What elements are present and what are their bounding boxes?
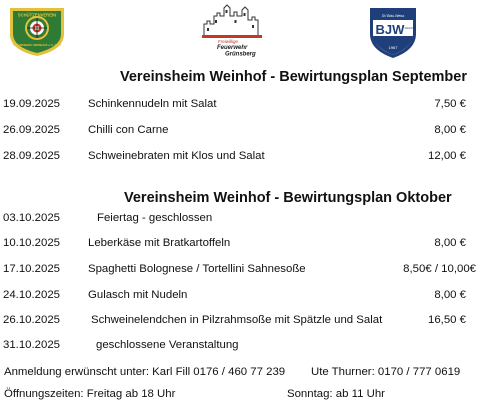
row-date: 31.10.2025 xyxy=(3,339,61,351)
row-dish: Schweinelendchen in Pilzrahmsoße mit Spätzle und Salat xyxy=(91,314,383,326)
row-date: 24.10.2025 xyxy=(3,289,61,301)
sportverein-top-text: SV Blau-Weiss xyxy=(381,14,405,18)
row-dish: Schweinebraten mit Klos und Salat xyxy=(88,150,265,162)
oktober-row xyxy=(0,263,481,281)
september-row xyxy=(0,124,481,142)
row-dish: Schinkennudeln mit Salat xyxy=(88,98,217,110)
row-price: 16,50 € xyxy=(427,314,466,326)
row-date: 10.10.2025 xyxy=(3,237,61,249)
row-date: 03.10.2025 xyxy=(3,212,61,224)
row-date: 26.09.2025 xyxy=(3,124,61,136)
contact-line: Anmeldung erwünscht unter: Karl Fill 0176 / 460 77 239 xyxy=(4,366,286,378)
september-row xyxy=(0,98,481,116)
feuerwehr-line3: Grünsberg xyxy=(225,51,256,58)
oktober-title: Vereinsheim Weinhof - Bewirtungsplan Oktober xyxy=(124,190,452,206)
row-date: 26.10.2025 xyxy=(3,314,61,326)
sportverein-shield-icon xyxy=(366,4,420,60)
feuerwehr-line2: Feuerwehr xyxy=(217,45,248,51)
sportverein-initials: BJW xyxy=(375,22,405,37)
oktober-row xyxy=(0,339,481,357)
feuerwehr-logo xyxy=(198,2,266,58)
row-dish: geschlossene Veranstaltung xyxy=(96,339,239,351)
opening-hours-2: Sonntag: ab 11 Uhr xyxy=(287,388,385,400)
feuerwehr-line1: Freiwillige xyxy=(218,39,239,44)
september-row xyxy=(0,150,481,168)
sportverein-side-text: Weinhof xyxy=(404,26,416,30)
row-dish: Leberkäse mit Bratkartoffeln xyxy=(88,237,231,249)
opening-hours: Öffnungszeiten: Freitag ab 18 Uhr xyxy=(4,388,176,400)
oktober-row xyxy=(0,289,481,307)
sportverein-logo xyxy=(366,4,420,60)
row-price: 8,00 € xyxy=(434,237,466,249)
schuetzenverein-top-text: SCHÜTZENVEREIN xyxy=(17,12,57,18)
row-dish: Gulasch mit Nudeln xyxy=(88,289,188,301)
row-dish: Feiertag - geschlossen xyxy=(97,212,213,224)
schuetzenverein-logo xyxy=(6,4,68,58)
oktober-row xyxy=(0,212,481,230)
row-price: 8,00 € xyxy=(434,124,466,136)
schuetzenverein-shield-icon xyxy=(6,4,68,58)
castle-icon xyxy=(198,2,266,58)
row-date: 17.10.2025 xyxy=(3,263,61,275)
row-date: 19.09.2025 xyxy=(3,98,61,110)
oktober-row xyxy=(0,237,481,255)
schuetzenverein-bottom-text: GRÜNSBERG WEINHOF e.V. 1926 xyxy=(13,43,61,47)
row-price: 12,00 € xyxy=(427,150,466,162)
contact-line-2: Ute Thurner: 0170 / 777 0619 xyxy=(311,366,461,378)
oktober-row xyxy=(0,314,481,332)
row-price: 8,50€ / 10,00€ xyxy=(403,263,476,275)
row-price: 7,50 € xyxy=(434,98,466,110)
row-date: 28.09.2025 xyxy=(3,150,61,162)
row-price: 8,00 € xyxy=(434,289,466,301)
row-dish: Spaghetti Bolognese / Tortellini Sahnesoße xyxy=(88,263,306,275)
sportverein-year: 1967 xyxy=(388,45,398,50)
row-dish: Chilli con Carne xyxy=(88,124,169,136)
september-title: Vereinsheim Weinhof - Bewirtungsplan September xyxy=(120,69,467,85)
